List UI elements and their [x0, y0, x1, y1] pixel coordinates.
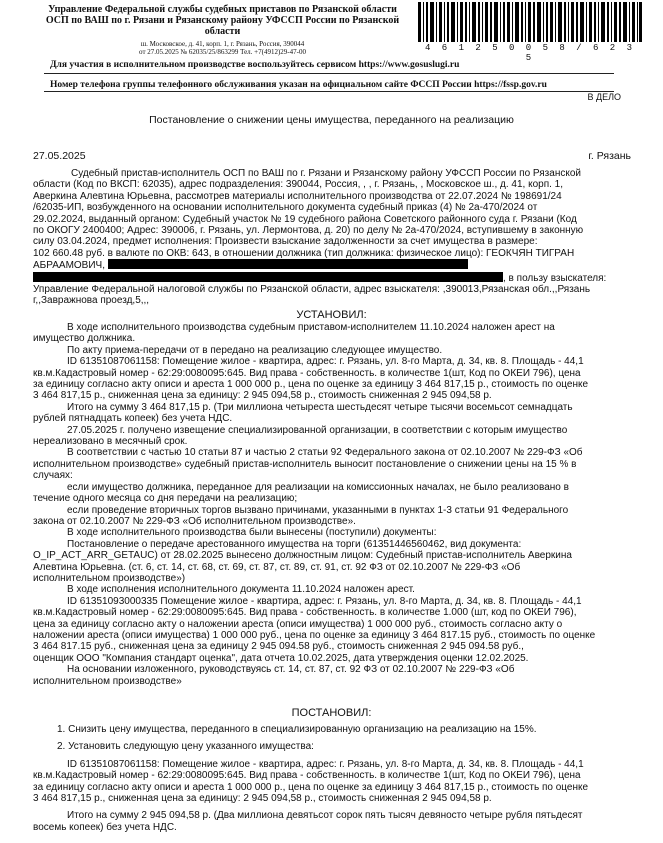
text-line	[33, 259, 633, 271]
text-line: Итого на сумму 3 464 817,15 р. (Три миллиона четыреста шестьдесят четыре тысячи восемьсот семнадцать	[67, 401, 573, 413]
divider	[44, 91, 614, 92]
text-line: области (Код по ВКСП: 62035), адрес подразделения: 390044, Россия, , , г. Рязань, , Московское ш., д. 41, корп. 1,	[33, 179, 564, 191]
redaction-bar	[33, 272, 503, 282]
text-line: кв.м.Кадастровый номер - 62:29:0080095:645. Вид права - собственность. в количестве 1.000 (шт, код по ОКЕИ 796),	[33, 607, 577, 619]
redaction-bar	[108, 259, 468, 269]
text-line: исполнительном производстве» судебный пристав-исполнитель выносит постановление о снижении цены на 15 % в	[33, 458, 577, 470]
text-line: В ходе исполнительного производства судебным приставом-исполнителем 11.10.2024 наложен арест на	[67, 322, 555, 333]
resolution-section	[33, 724, 633, 833]
authority-address: ш. Московское, д. 41, корп. 1, г. Рязань, Россия, 390044	[140, 40, 305, 48]
text-line: Судебный пристав-исполнитель ОСП по ВАШ по г. Рязани и Рязанскому району УФССП России по Рязанской	[71, 168, 581, 179]
text-line: ID 61351087061158: Помещение жилое - квартира, адрес: г. Рязань, ул. 8-го Марта, д. 34, кв. 8. Площадь - 44,1	[67, 758, 584, 770]
authority-line: Управление Федеральной службы судебных приставов по Рязанской области	[48, 4, 397, 15]
authority-address-block	[30, 40, 415, 56]
text-line: исполнительном производстве»	[33, 675, 182, 687]
document-date: 27.05.2025	[33, 150, 86, 162]
text-line: 1. Снизить цену имущества, переданного в специализированную организацию на реализацию на 15%.	[57, 724, 537, 735]
intro-paragraph	[33, 168, 633, 307]
barcode-number: 4 6 1 2 5 0 0 5 8 / 6 2 3 5	[424, 43, 636, 63]
divider	[44, 73, 614, 74]
registration-line: от 27.05.2025 № 62035/25/863299 Тел. +7(4912)29-47-00	[139, 48, 306, 56]
text-line: за единицу согласно акту описи и ареста 1 000 000 р., цена по оценке за единицу 3 464 817,15 р., стоимость по оценке	[33, 781, 589, 793]
v-delo-mark: В ДЕЛО	[587, 92, 621, 102]
section-heading: УСТАНОВИЛ:	[296, 309, 367, 321]
text-line: восемь копеек) без учета НДС.	[33, 821, 177, 833]
text-line: O_IP_ACT_ARR_GETAUC) от 28.02.2025 вынесено должностным лицом: Судебный пристав-исполнитель Аверкина	[33, 550, 572, 562]
established-section	[33, 322, 633, 687]
text-line: Аверкина Алевтина Юрьевна, рассмотрев материалы исполнительного производства от 22.07.2024 № 198691/24	[33, 190, 562, 202]
text-line	[33, 272, 633, 284]
text-line: нереализовано в месячный срок.	[33, 436, 188, 448]
text-line: Управление Федеральной налоговой службы по Рязанской области, адрес взыскателя: ,390013,Рязанская обл.,,Рязань	[33, 284, 591, 296]
text-line: 3 464 817,15 р., сниженная цена за единицу: 2 945 094,58 р., стоимость сниженная 2 945 094,58 р.	[33, 793, 492, 805]
text-line: Постановление о передаче арестованного имущества на торги (61351446560462, вид документа:	[67, 538, 522, 550]
text-line: закона от 02.10.2007 № 229-ФЗ «Об исполнительном производстве».	[33, 515, 356, 527]
text-line: На основании изложенного, руководствуясь ст. 14, ст. 87, ст. 92 ФЗ от 02.10.2007 № 229-ФЗ «Об	[67, 664, 515, 676]
text-line: Итого на сумму 2 945 094,58 р. (Два миллиона девятьсот сорок пять тысяч девяносто четыре рубля пятьдесят	[67, 810, 583, 822]
barcode-image	[418, 2, 642, 42]
text-line: г,,Завражнова проезд,5,,,	[33, 295, 150, 307]
text-line: течение одного месяца со дня передачи на реализацию;	[33, 493, 298, 505]
text-line: рублей пятнадцать копеек) без учета НДС.	[33, 413, 233, 425]
text-line: В ходе исполнения исполнительного документа 11.10.2024 наложен арест.	[67, 584, 415, 596]
text-line: если имущество должника, переданное для реализации на комиссионных началах, не было реализовано в	[67, 481, 569, 493]
phone-note: Номер телефона группы телефонного обслуживания указан на официальном сайте ФССП России https://fssp.gov.ru	[50, 80, 547, 90]
text-line: 102 660.48 руб. в валюте по ОКВ: 643, в отношении должника (тип должника: физическое лицо): ГЕОКЧЯН ТИГРАН	[33, 247, 575, 259]
text-line: кв.м.Кадастровый номер - 62:29:0080095:645. Вид права - собственность. в количестве 1(шт, Код по ОКЕИ 796), цена	[33, 367, 581, 379]
text-line: 3 464 817,15 р., сниженная цена за единицу: 2 945 094,58 р., стоимость сниженная 2 945 094,58 р.	[33, 390, 492, 402]
text-line: имущество должника.	[33, 333, 136, 345]
document-city: г. Рязань	[588, 150, 631, 162]
text-line: В ходе исполнительного производства были вынесены (поступили) документы:	[67, 527, 437, 539]
text-line: 29.02.2024, выданный органом: Судебный участок № 19 судебного района Советского районного суда г. Рязани (Код	[33, 213, 577, 225]
gosuslugi-note: Для участия в исполнительном производстве воспользуйтесь сервисом https://www.gosuslugi.ru	[50, 60, 460, 70]
text-line: ID 61351093000335 Помещение жилое - квартира, адрес: г. Рязань, ул. 8-го Марта, д. 34, кв. 8. Площадь - 44,1	[67, 595, 582, 607]
text-line: исполнительном производстве»)	[33, 572, 186, 584]
text-line: 3 464 817.15 руб., сниженная цена за единицу 2 945 094.58 руб., стоимость сниженная 2 945 094.58 руб.,	[33, 641, 524, 653]
document-title: Постановление о снижении цены имущества, переданного на реализацию	[149, 114, 514, 126]
text-line: случаях:	[33, 470, 73, 482]
text-line: 27.05.2025 г. получено извещение специализированной организации, в соответствии с которым имущество	[67, 424, 568, 436]
section-heading: ПОСТАНОВИЛ:	[291, 707, 372, 719]
text-line: 2. Установить следующую цену указанного имущества:	[57, 741, 314, 753]
text-line: цена за единицу согласно акту о наложении ареста (описи имущества) 1 000 000 руб., стоимость согласно акту о	[33, 618, 563, 630]
text-line: /62035-ИП, возбужденного на основании исполнительного документа судебный приказ (4) № 2а-470/2024 от	[33, 202, 538, 214]
authority-line: ОСП по ВАШ по г. Рязани и Рязанскому району УФССП России по Рязанской	[45, 15, 400, 26]
text-line: По акту приема-передачи от в передано на реализацию следующее имущество.	[67, 344, 443, 356]
text-line: В соответствии с частью 10 статьи 87 и частью 2 статьи 92 Федерального закона от 02.10.2007 № 229-ФЗ «Об	[67, 447, 583, 459]
text-line: кв.м.Кадастровый номер - 62:29:0080095:645. Вид права - собственность. в количестве 1(шт, Код по ОКЕИ 796), цена	[33, 770, 581, 782]
text-line: Алевтина Юрьевна. (ст. 6, ст. 14, ст. 68, ст. 69, ст. 87, ст. 89, ст. 91, ст. 92 ФЗ от 02.10.2007 № 229-ФЗ «Об	[33, 561, 521, 573]
text-line: если проведение вторичных торгов вызвано причинами, указанными в пунктах 1-3 статьи 91 Федерального	[67, 504, 569, 516]
text-line: ID 61351087061158: Помещение жилое - квартира, адрес: г. Рязань, ул. 8-го Марта, д. 34, кв. 8. Площадь - 44,1	[67, 356, 584, 368]
authority-header	[30, 4, 415, 37]
authority-line: области	[204, 26, 241, 37]
text-line: силу 03.04.2024, предмет исполнения: Произвести взыскание задолженности за счет имущества в размере:	[33, 236, 538, 248]
text-line: наложении ареста (описи имущества) 1 000 000 руб., цена по оценке за единицу 3 464 817.15 руб., стоимость по оценке	[33, 629, 596, 641]
text-line: по ОКОГУ 2400400; Адрес: 390006, г. Рязань, ул. Лермонтова, д. 20) по делу № 2а-470/2024, вступившему в законную	[33, 225, 584, 237]
text-line: оценщик ООО "Компания стандарт оценка", дата отчета 10.02.2025, дата утверждения оценки 12.02.2025.	[33, 652, 529, 664]
text-fragment: , в пользу взыскателя:	[503, 272, 607, 284]
text-fragment: АБРААМОВИЧ,	[33, 260, 105, 272]
text-line: за единицу согласно акту описи и ареста 1 000 000 р., цена по оценке за единицу 3 464 817,15 р., стоимость по оценке	[33, 379, 589, 391]
